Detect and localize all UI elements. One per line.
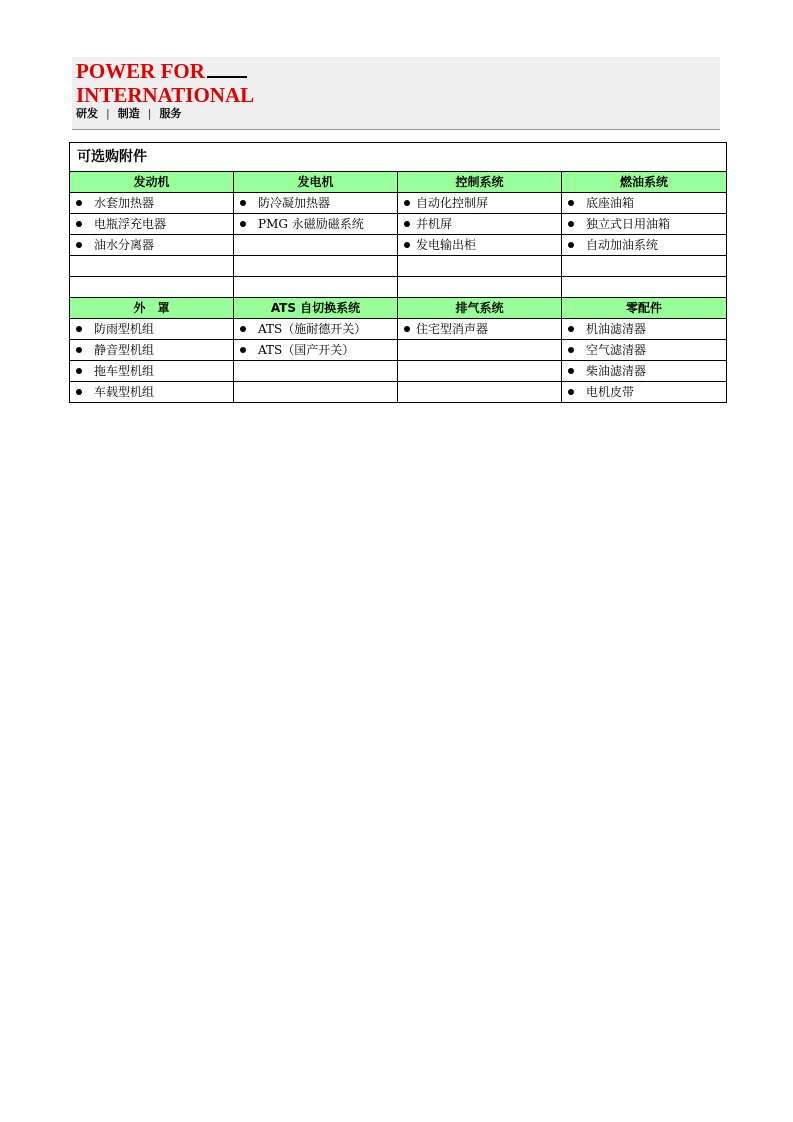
table-cell [70, 214, 234, 235]
category-header: 控制系统 [398, 172, 562, 193]
table-row [70, 277, 727, 298]
table-cell [234, 193, 398, 214]
table-cell [398, 277, 562, 298]
tagline-item-rd: 研发 [76, 107, 98, 120]
bullet-icon [568, 389, 574, 395]
bullet-icon [240, 326, 246, 332]
bullet-icon [568, 200, 574, 206]
accessory-item: 电机皮带 [586, 385, 635, 399]
table-title-row [70, 143, 727, 172]
table-cell [70, 382, 234, 403]
table-title: 可选购附件 [70, 143, 727, 172]
table-cell [70, 256, 234, 277]
table-row [70, 193, 727, 214]
table-cell [398, 193, 562, 214]
accessory-item: 防雨型机组 [94, 322, 155, 336]
category-header-row [70, 172, 727, 193]
table-cell [234, 235, 398, 256]
table-cell [562, 193, 727, 214]
table-cell [234, 340, 398, 361]
table-cell [70, 277, 234, 298]
bullet-icon [568, 242, 574, 248]
table-cell [398, 214, 562, 235]
table-cell [562, 214, 727, 235]
table-cell [398, 235, 562, 256]
accessory-item: 车载型机组 [94, 385, 155, 399]
table-cell [234, 319, 398, 340]
bullet-icon [76, 221, 82, 227]
table-cell [70, 319, 234, 340]
table-cell [234, 214, 398, 235]
accessory-item: 并机屏 [416, 217, 453, 231]
bullet-icon [240, 200, 246, 206]
bullet-icon [404, 200, 410, 206]
bullet-icon [76, 389, 82, 395]
bullet-icon [76, 200, 82, 206]
accessory-item: 自动化控制屏 [416, 196, 489, 210]
table-cell [70, 361, 234, 382]
category-header: ATS 自切换系统 [234, 298, 398, 319]
table-cell [562, 277, 727, 298]
table-cell [562, 382, 727, 403]
category-header: 外 罩 [70, 298, 234, 319]
table-row [70, 361, 727, 382]
bullet-icon [404, 326, 410, 332]
brand-name-line-2: INTERNATIONAL [76, 83, 255, 107]
accessory-item: 电瓶浮充电器 [94, 217, 167, 231]
bullet-icon [76, 347, 82, 353]
table-cell [70, 235, 234, 256]
accessory-item: 自动加油系统 [586, 238, 659, 252]
table-cell [562, 340, 727, 361]
accessory-item: 防冷凝加热器 [258, 196, 331, 210]
bullet-icon [240, 221, 246, 227]
table-cell [70, 340, 234, 361]
table-cell [562, 361, 727, 382]
accessory-item: 空气滤清器 [586, 343, 647, 357]
page-header [72, 57, 720, 130]
category-header: 燃油系统 [562, 172, 727, 193]
tagline-item-manufacturing: 制造 [117, 107, 140, 120]
accessory-item: 底座油箱 [586, 196, 635, 210]
bullet-icon [76, 242, 82, 248]
accessory-item: 水套加热器 [94, 196, 155, 210]
accessory-item: 独立式日用油箱 [586, 217, 671, 231]
table-cell [398, 256, 562, 277]
tagline-separator: | [147, 107, 152, 120]
tagline-separator: | [106, 107, 110, 120]
table-cell [234, 277, 398, 298]
accessory-item: ATS（施耐德开关） [258, 322, 367, 336]
accessory-item: ATS（国产开关） [258, 343, 355, 357]
table-row [70, 235, 727, 256]
bullet-icon [404, 221, 410, 227]
accessory-item: 住宅型消声器 [416, 322, 489, 336]
bullet-icon [240, 347, 246, 353]
tagline-item-service: 服务 [159, 107, 182, 120]
table-row [70, 382, 727, 403]
table-row [70, 319, 727, 340]
accessory-item: 静音型机组 [94, 343, 155, 357]
bullet-icon [568, 368, 574, 374]
accessory-item: 发电输出柜 [416, 238, 477, 252]
accessory-item: 机油滤清器 [586, 322, 647, 336]
bullet-icon [404, 242, 410, 248]
table-cell [234, 382, 398, 403]
category-header: 发电机 [234, 172, 398, 193]
table-row [70, 340, 727, 361]
table-cell [398, 340, 562, 361]
category-header: 发动机 [70, 172, 234, 193]
bullet-icon [568, 221, 574, 227]
tagline [76, 107, 181, 121]
accessory-item: 拖车型机组 [94, 364, 155, 378]
category-header: 零配件 [562, 298, 727, 319]
table-cell [398, 361, 562, 382]
category-header: 排气系统 [398, 298, 562, 319]
table-cell [562, 235, 727, 256]
table-cell [234, 361, 398, 382]
bullet-icon [568, 326, 574, 332]
bullet-icon [76, 326, 82, 332]
table-cell [398, 319, 562, 340]
table-cell [562, 319, 727, 340]
table-row [70, 256, 727, 277]
optional-accessories-table [69, 142, 727, 403]
table-cell [70, 193, 234, 214]
bullet-icon [568, 347, 574, 353]
table-cell [234, 256, 398, 277]
category-header-row [70, 298, 727, 319]
table-cell [562, 256, 727, 277]
accessory-item: 柴油滤清器 [586, 364, 647, 378]
brand-name-line-1: POWER FOR [76, 59, 247, 83]
table-cell [398, 382, 562, 403]
accessory-item: 油水分离器 [94, 238, 155, 252]
accessory-item: PMG 永磁励磁系统 [258, 217, 364, 231]
table-row [70, 214, 727, 235]
bullet-icon [76, 368, 82, 374]
